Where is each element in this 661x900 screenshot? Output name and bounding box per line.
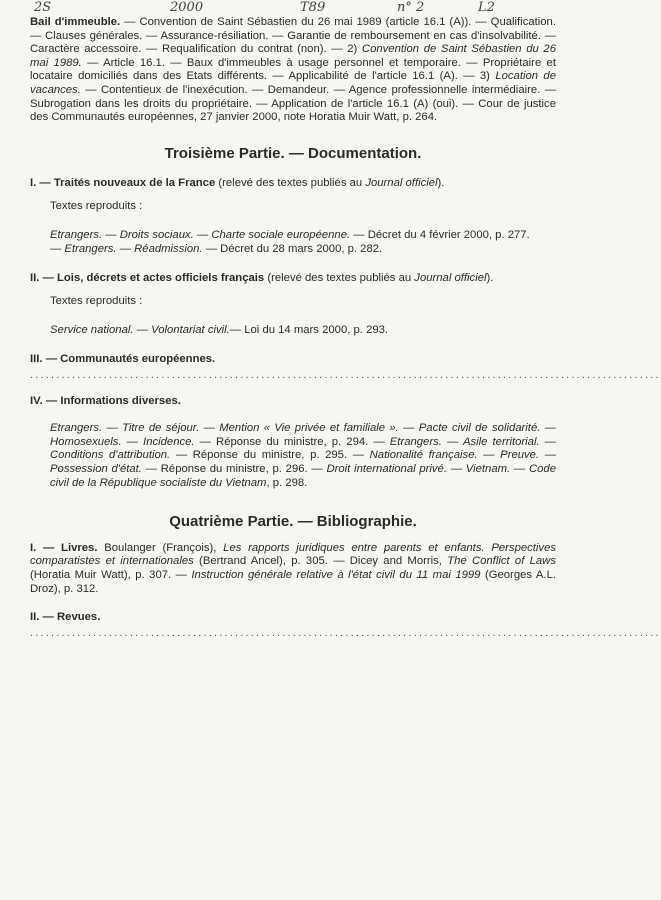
textes-reproduits-label: Textes reproduits : xyxy=(50,294,143,307)
bail-heading: Bail d'immeuble. xyxy=(30,16,121,28)
handwritten-note: L2 xyxy=(478,0,495,15)
handwritten-note: T89 xyxy=(300,0,326,15)
bail-paragraph: Bail d'immeuble. — Convention de Saint Sébastien du 26 mai 1989 (article 16.1 (A)). — Qualification. — Clauses générales. — Assurance-résiliation. — Garantie de remboursement en cas d'insolvabilité. — Caractère accessoire. — Requalification du contrat (non). — 2) Convention de Saint Sébastien du 26 mai 1989. — Article 16.1. — Baux d'immeubles à usage personnel et temporaire. — Propriétaire et locataire domiciliés dans des Etats différents. — Applicabilité de l'article 16.1 (A). — 3) Location de vacances. — Contentieux de l'inexécution. — Demandeur. — Agence professionnelle intermédiaire. — Subrogation dans les droits du propriétaire. — Application de l'article 16.1 (A) (oui). — Cour de justice des Communautés européennes, 27 janvier 2000, note Horatia Muir Watt, p. 264. xyxy=(30,16,556,124)
textes-reproduits-label: Textes reproduits : xyxy=(50,199,143,212)
handwritten-note: 2S xyxy=(34,0,52,15)
section-heading: IV. — Informations diverses. xyxy=(30,394,181,407)
dotted-leader: ........................................................................................................................ xyxy=(30,627,661,640)
section-heading: III. — Communautés européennes. xyxy=(30,352,216,365)
livres-paragraph: I. — Livres. Boulanger (François), Les rapports juridiques entre parents et enfants. Perspectives comparatistes et internationales (Bertrand Ancel), p. 305. — Dicey and Morris, The Conflict of Laws (Horatia Muir Watt), p. 307. — Instruction générale relative à l'état civil du 11 mai 1999 (Georges A.L. Droz), p. 312. xyxy=(30,541,557,595)
entry-line: Etrangers. — Droits sociaux. — Charte sociale européenne. — Décret du 4 février 2000, p. 277. xyxy=(50,228,530,241)
informations-paragraph: Etrangers. — Titre de séjour. — Mention « Vie privée et familiale ». — Pacte civil de solidarité. — Homosexuels. — Incidence. — Réponse du ministre, p. 294. — Etrangers. — Asile territorial. — Conditions d'attribution. — Réponse du ministre, p. 295. — Nationalité française. — Preuve. — Possession d'état. — Réponse du ministre, p. 296. — Droit international privé. — Vietnam. — Code civil de la République socialiste du Vietnam, p. 298. xyxy=(50,421,557,489)
dotted-leader: ........................................................................................................................ xyxy=(30,368,661,381)
section-heading: II. — Revues. xyxy=(30,611,101,624)
handwritten-note: 2000 xyxy=(170,0,204,15)
entry-line: Service national. — Volontariat civil.— Loi du 14 mars 2000, p. 293. xyxy=(50,323,389,336)
section-heading: II. — Lois, décrets et actes officiels français (relevé des textes publiés au Journal officiel). xyxy=(30,271,494,284)
part-title-bibliographie: Quatrième Partie. — Bibliographie. xyxy=(169,512,417,530)
entry-line: — Etrangers. — Réadmission. — Décret du 28 mars 2000, p. 282. xyxy=(50,242,383,255)
part-title-documentation: Troisième Partie. — Documentation. xyxy=(164,144,422,162)
handwritten-note: n° 2 xyxy=(397,0,425,15)
document-page xyxy=(30,16,661,640)
section-heading: I. — Traités nouveaux de la France (relevé des textes publiés au Journal officiel). xyxy=(30,176,445,189)
